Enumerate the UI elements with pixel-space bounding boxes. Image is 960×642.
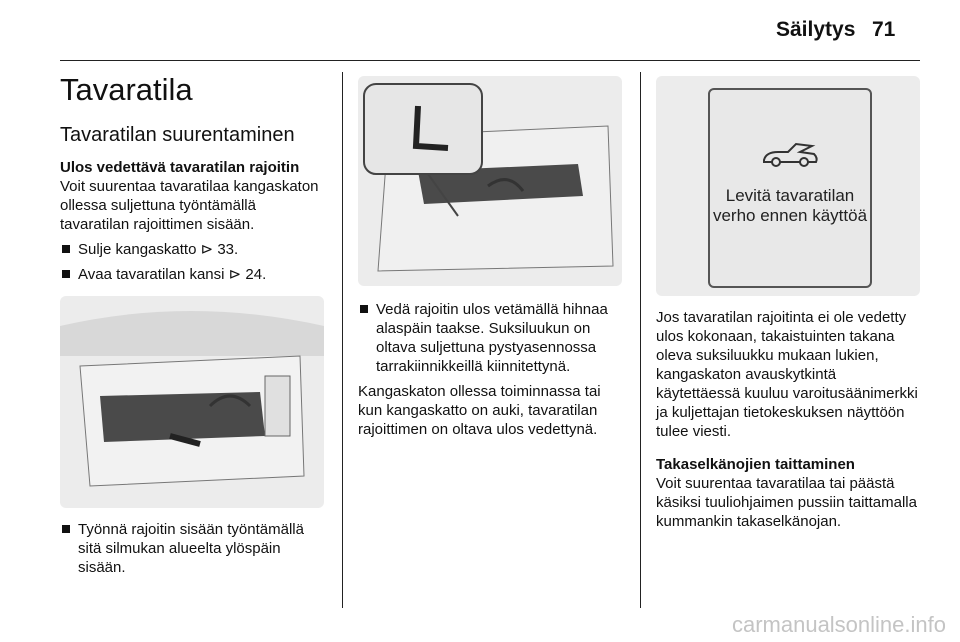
bullet-icon <box>62 525 70 533</box>
trunk-detail-illustration <box>358 76 622 286</box>
body-text: Voit suurentaa tavaratilaa tai päästä käsiksi tuuliohjaimen pussiin taittamalla kummankin takaselkänojan. <box>656 475 917 530</box>
watermark: carmanualsonline.info <box>731 612 946 637</box>
subheading: Takaselkänojien taittaminen <box>656 456 855 473</box>
warning-label <box>708 88 872 288</box>
list-item: Vedä rajoitin ulos vetämällä hihnaa alaspäin taakse. Suksiluukun on oltava suljettuna pystyasennossa tarrakiinnikkeillä kiinnitettynä. <box>358 300 624 376</box>
column-divider <box>640 72 641 608</box>
subheading: Ulos vedettävä tavaratilan rajoitin <box>60 159 300 176</box>
bullet-icon <box>62 245 70 253</box>
column-middle <box>358 70 624 439</box>
trunk-drawing <box>60 296 324 508</box>
trunk-detail-drawing <box>358 76 622 286</box>
warning-label-illustration <box>656 76 920 296</box>
list-item: Avaa tavaratilan kansi ⊳ 24. <box>60 265 328 284</box>
page-header <box>0 0 960 60</box>
page-number: 71 <box>872 18 896 41</box>
list-item: Sulje kangaskatto ⊳ 33. <box>60 240 328 259</box>
body-text: Kangaskaton ollessa toiminnassa tai kun kangaskatto on auki, tavaratilan rajoittimen on oltava ulos vedettynä. <box>358 383 601 438</box>
header-divider <box>60 60 920 61</box>
column-right <box>656 70 922 531</box>
bullet-icon <box>360 305 368 313</box>
list-item: Työnnä rajoitin sisään työntämällä sitä silmukan alueelta ylöspäin sisään. <box>60 520 328 577</box>
bullet-icon <box>62 270 70 278</box>
column-divider <box>342 72 343 608</box>
section-title: Säilytys <box>776 18 856 41</box>
body-text: Jos tavaratilan rajoitinta ei ole vedetty ulos kokonaan, takaistuinten takana oleva suksiluukku mukaan lukien, kangaskaton avauskytkintä käytettäessä kuuluu varoitusäänimerkki ja kuljettajan tietokeskuksen näyttöön tulee viesti. <box>656 309 918 440</box>
trunk-illustration <box>60 296 324 508</box>
convertible-car-icon <box>760 140 820 170</box>
section-heading: Tavaratilan suurentaminen <box>60 124 295 146</box>
warning-label-text: Levitä tavaratilan verho ennen käyttöä <box>712 186 868 225</box>
page-heading: Tavaratila <box>60 72 193 107</box>
column-left <box>60 70 328 577</box>
intro-text: Voit suurentaa tavaratilaa kangaskaton ollessa suljettuna työntämällä tavaratilan rajoittimen sisään. <box>60 178 319 233</box>
